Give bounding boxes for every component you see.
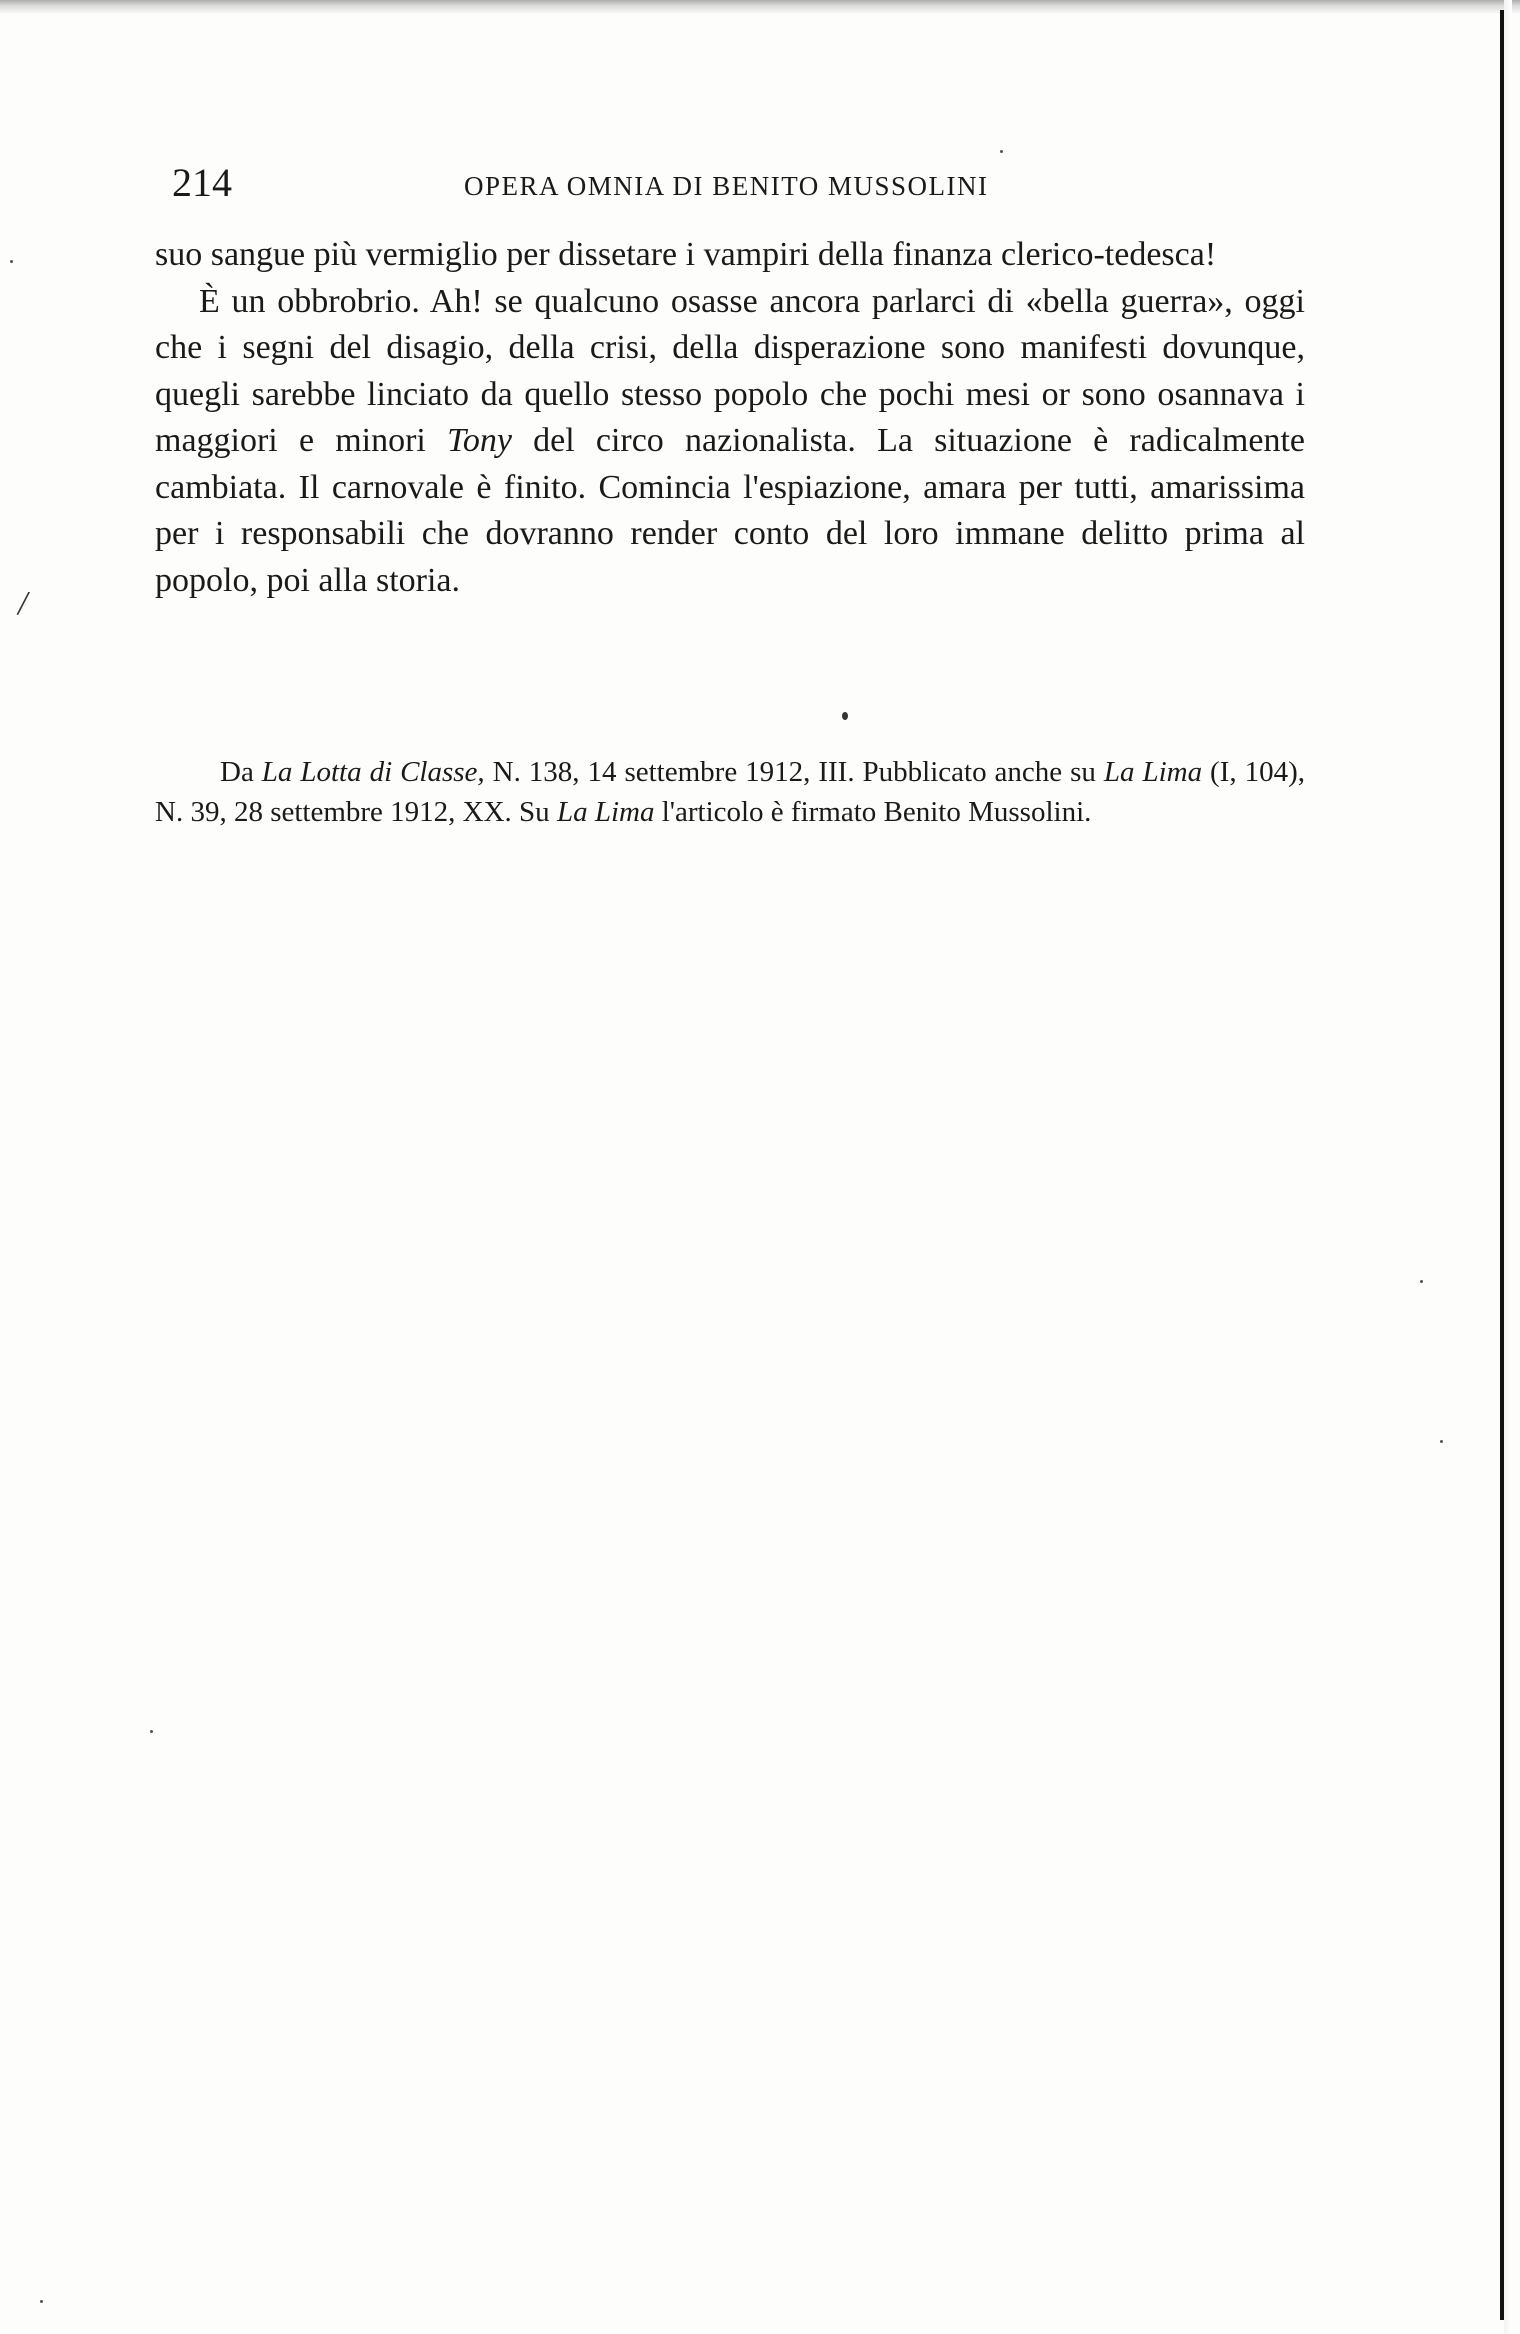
page-number: 214 bbox=[172, 160, 232, 205]
text-run: È un obbrobrio. Ah! se qualcuno osasse ancora parlarci di «bella guerra», oggi che i segni del disagio, della crisi, della disperazione sono manifesti dovunque, quegli sarebbe linciato da quello stesso popolo che pochi mesi or sono osannava i maggiori e minori bbox=[155, 282, 1305, 459]
source-citation bbox=[155, 752, 1305, 832]
scan-speck bbox=[1440, 1440, 1443, 1443]
scan-right-edge bbox=[1500, 10, 1504, 2320]
scan-speck bbox=[10, 260, 13, 263]
scan-speck bbox=[1000, 150, 1003, 153]
scan-speck bbox=[1420, 1280, 1423, 1283]
text-run: (I, 104), N. 39, 28 settembre 1912, XX. Su bbox=[155, 756, 1305, 828]
margin-pen-mark: / bbox=[18, 585, 28, 622]
text-run: N. 138, 14 settembre 1912, III. Pubblicato anche su bbox=[484, 756, 1104, 788]
paragraph: suo sangue più vermiglio per dissetare i vampiri della finanza clerico-tedesca! bbox=[155, 236, 1217, 273]
text-run: del circo nazionalista. La situazione è radicalmente cambiata. Il carnovale è finito. Comincia l'espiazione, amara per tutti, amarissima per i responsabili che dovranno render conto del loro immane delitto prima al popolo, poi alla storia. bbox=[155, 422, 1305, 599]
scan-speck bbox=[40, 2300, 43, 2303]
article-text bbox=[155, 232, 1305, 604]
italic-text: La Lima bbox=[556, 796, 655, 828]
scan-top-edge bbox=[0, 0, 1520, 14]
scan-right-shadow bbox=[1504, 0, 1512, 2334]
italic-text: La Lotta di Classe, bbox=[261, 756, 485, 788]
source-note bbox=[155, 752, 1305, 832]
text-run: l'articolo è firmato Benito Mussolini. bbox=[654, 796, 1092, 828]
running-head bbox=[172, 158, 1310, 208]
paragraph bbox=[155, 279, 1305, 605]
scan-speck bbox=[150, 1730, 153, 1733]
italic-text: Tony bbox=[447, 422, 512, 459]
text-run: Da bbox=[220, 756, 262, 788]
book-title: OPERA OMNIA DI BENITO MUSSOLINI bbox=[464, 171, 989, 201]
separator-dot bbox=[842, 712, 848, 720]
italic-text: La Lima bbox=[1103, 756, 1203, 788]
